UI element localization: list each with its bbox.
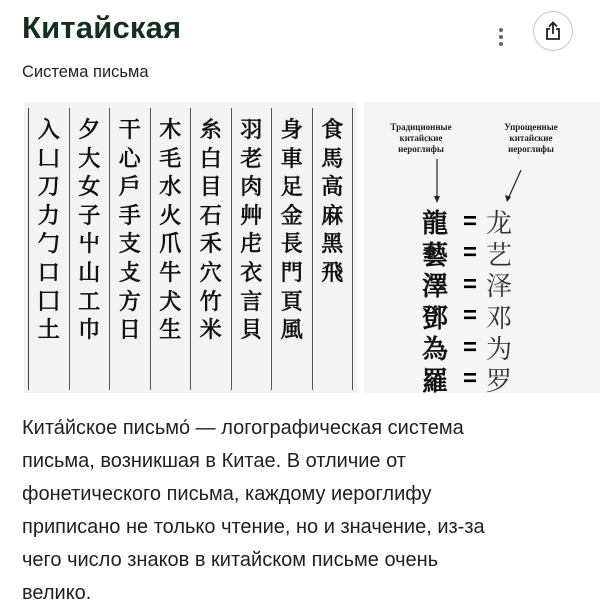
radical-char: 羽 xyxy=(240,117,263,143)
table-column xyxy=(232,108,273,390)
radical-char: 毛 xyxy=(159,145,182,172)
radical-char: 竹 xyxy=(199,288,222,315)
radical-char: 生 xyxy=(159,317,182,344)
radical-char: 足 xyxy=(280,174,303,201)
description-line: приписано не только чтение, но и значение, из-за xyxy=(22,516,485,538)
simplified-char: 罗 xyxy=(486,366,513,397)
radical-char: 女 xyxy=(78,174,101,201)
radical-char: 長 xyxy=(280,231,303,258)
radical-char: 工 xyxy=(78,288,101,315)
table-column xyxy=(110,108,151,390)
radical-char: 食 xyxy=(321,117,344,143)
table-column xyxy=(272,108,313,390)
equals-sign: = xyxy=(462,365,477,393)
description xyxy=(22,412,582,610)
description-line: фонетического письма, каждому иероглифу xyxy=(22,483,432,505)
radical-char: 頁 xyxy=(280,288,303,315)
character-pair xyxy=(422,301,512,333)
radical-char: 禾 xyxy=(199,231,222,258)
radical-char: 支 xyxy=(118,231,141,258)
equals-sign: = xyxy=(462,333,477,361)
radical-char: 心 xyxy=(118,145,141,172)
character-pair xyxy=(422,238,512,270)
traditional-char: 龍 xyxy=(422,208,449,239)
radical-char: 目 xyxy=(199,174,222,201)
radical-char: 貝 xyxy=(240,317,263,344)
radical-char: 巾 xyxy=(78,317,101,344)
radical-char: 大 xyxy=(78,145,101,172)
traditional-simplified-image[interactable] xyxy=(364,102,600,397)
radical-char: 木 xyxy=(159,117,182,143)
radical-char: 囗 xyxy=(37,288,60,315)
character-pair xyxy=(422,332,512,364)
description-line: чего число знаков в китайском письме очень xyxy=(22,549,439,571)
radical-char: 白 xyxy=(199,145,222,172)
radical-char: 刀 xyxy=(37,174,60,201)
label-line: иероглифы xyxy=(508,144,554,154)
radicals-grid xyxy=(28,108,353,390)
radical-char: 日 xyxy=(118,317,141,344)
character-pair xyxy=(422,269,512,301)
radical-char: 土 xyxy=(37,317,60,344)
radical-char: 夕 xyxy=(78,117,101,143)
simplified-char: 邓 xyxy=(486,303,513,334)
share-button[interactable] xyxy=(533,11,573,51)
table-column xyxy=(151,108,192,390)
radical-char: 米 xyxy=(199,317,222,344)
equals-sign: = xyxy=(462,302,477,330)
table-column xyxy=(313,108,354,390)
radical-char: 門 xyxy=(280,259,303,286)
table-column xyxy=(29,108,70,390)
traditional-char: 藝 xyxy=(422,239,449,270)
radical-char: 凵 xyxy=(37,145,60,172)
table-column xyxy=(191,108,232,390)
radical-char: 犬 xyxy=(159,288,182,315)
radical-char: 糸 xyxy=(199,117,222,143)
description-line: Кита́йское письмо́ — логографическая система xyxy=(22,417,464,439)
equals-sign: = xyxy=(462,207,477,235)
radical-char: 火 xyxy=(159,202,182,229)
radical-char: 牛 xyxy=(159,259,182,286)
character-pairs xyxy=(422,206,512,395)
radical-char: 攴 xyxy=(118,259,141,286)
radical-char: 黑 xyxy=(321,231,344,258)
label-line: Упрощенные xyxy=(504,122,558,132)
radical-char: 入 xyxy=(37,117,60,143)
radical-char: 車 xyxy=(280,145,303,172)
traditional-char: 羅 xyxy=(422,365,449,396)
equals-sign: = xyxy=(462,270,477,298)
simplified-char: 为 xyxy=(486,335,513,366)
radical-char: 力 xyxy=(37,202,60,229)
label-line: китайские xyxy=(399,133,443,143)
radical-char: 飛 xyxy=(321,259,344,286)
radical-char: 言 xyxy=(240,288,263,315)
radical-char: 風 xyxy=(280,317,303,344)
radical-char: 衣 xyxy=(240,259,263,286)
more-vert-icon[interactable] xyxy=(493,26,509,48)
traditional-char: 為 xyxy=(422,334,449,365)
radical-char: 手 xyxy=(118,202,141,229)
label-line: Традиционные xyxy=(390,122,452,132)
radical-char: 虍 xyxy=(240,231,263,258)
radical-char: 老 xyxy=(240,145,263,172)
radical-char: 勹 xyxy=(37,231,60,258)
radical-char: 身 xyxy=(280,117,303,143)
radical-char: 水 xyxy=(159,174,182,201)
radical-char: 金 xyxy=(280,202,303,229)
arrows xyxy=(364,102,600,212)
description-line: письма, возникшая в Китае. В отличие от xyxy=(22,450,406,472)
page-subtitle: Система письма xyxy=(22,63,149,81)
label-line: китайские xyxy=(509,133,553,143)
simplified-char: 艺 xyxy=(486,240,513,271)
radical-char: 馬 xyxy=(321,145,344,172)
radical-char: 屮 xyxy=(78,231,101,258)
simplified-char: 泽 xyxy=(486,272,513,303)
radical-char: 艸 xyxy=(240,202,263,229)
table-column xyxy=(70,108,111,390)
label-line: иероглифы xyxy=(398,144,444,154)
radical-char: 石 xyxy=(199,202,222,229)
description-line: велико. xyxy=(22,582,92,604)
radical-char: 口 xyxy=(37,259,60,286)
radical-char: 高 xyxy=(321,174,344,201)
radical-char: 方 xyxy=(118,288,141,315)
radical-char: 肉 xyxy=(240,174,263,201)
simplified-char: 龙 xyxy=(486,209,513,240)
character-pair xyxy=(422,206,512,238)
equals-sign: = xyxy=(462,239,477,267)
character-pair xyxy=(422,364,512,396)
radical-char: 干 xyxy=(118,117,141,143)
page-title: Китайская xyxy=(22,10,182,45)
traditional-char: 鄧 xyxy=(422,302,449,333)
radical-char: 爪 xyxy=(159,231,182,258)
radical-char: 山 xyxy=(78,259,101,286)
radical-char: 子 xyxy=(78,202,101,229)
share-icon xyxy=(544,21,562,41)
radical-char: 穴 xyxy=(199,259,222,286)
radical-char: 麻 xyxy=(321,202,344,229)
radical-char: 戶 xyxy=(118,174,141,201)
traditional-char: 澤 xyxy=(422,271,449,302)
radicals-table-image[interactable] xyxy=(24,102,357,393)
